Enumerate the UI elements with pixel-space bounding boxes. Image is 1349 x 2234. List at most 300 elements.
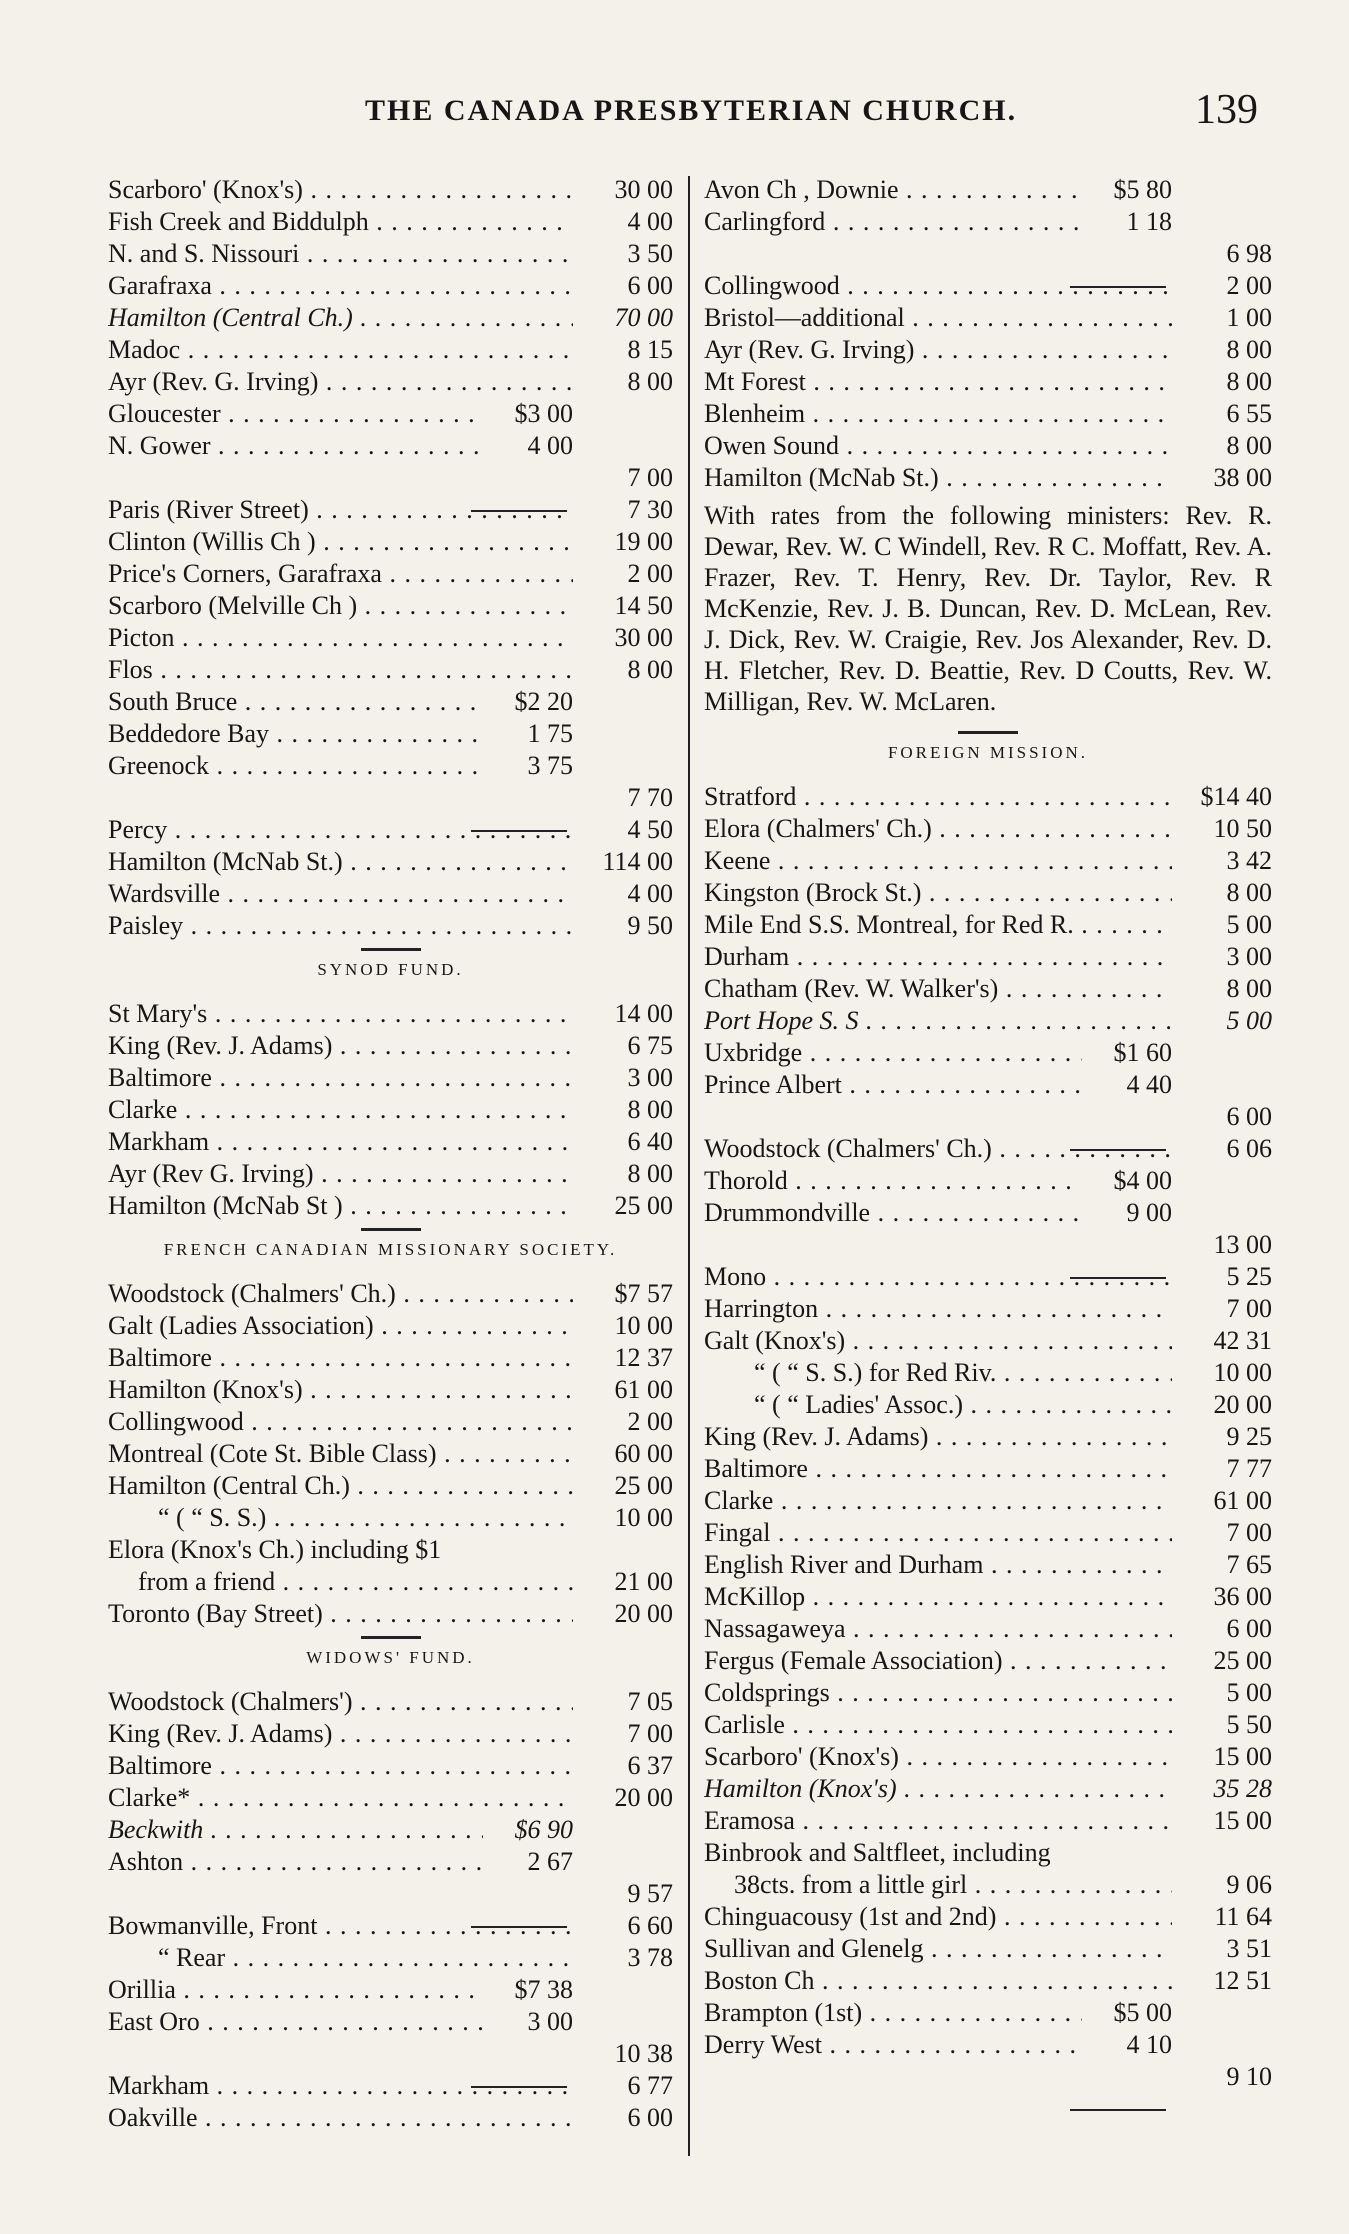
entry-row xyxy=(108,1910,673,1942)
entry-label: Hamilton (Knox's) . . . xyxy=(108,1374,573,1406)
entry-amount: 4 00 xyxy=(627,879,673,908)
subtotal-amount: 6 00 xyxy=(1226,1102,1272,1131)
entry-label: Coldsprings . . . xyxy=(704,1677,1172,1709)
entry-amount: 8 00 xyxy=(627,367,673,396)
entry-amount: 3 00 xyxy=(627,1063,673,1092)
entry-label: Picton . . . xyxy=(108,622,573,654)
widows-fund-list-1 xyxy=(108,1686,673,1878)
section-heading-synod-fund: SYNOD FUND. xyxy=(108,942,673,998)
entry-row xyxy=(704,1133,1272,1165)
entry-label: Collingwood . . . xyxy=(704,270,1172,302)
entry-row xyxy=(108,998,673,1030)
entry-amount: 3 78 xyxy=(627,1943,673,1972)
entry-label: Clinton (Willis Ch ) . . . xyxy=(108,526,573,558)
subtotal-row xyxy=(704,2061,1272,2093)
entry-row xyxy=(108,1814,673,1846)
entry-amount: 2 00 xyxy=(627,1407,673,1436)
entry-label: Ayr (Rev. G. Irving) . . . xyxy=(108,366,573,398)
entry-label: Avon Ch , Downie . . . xyxy=(704,174,1082,206)
entry-label: Scarboro' (Knox's) . . . xyxy=(108,174,573,206)
entry-amount: 4 00 xyxy=(627,207,673,236)
entry-label: Fingal . . . xyxy=(704,1517,1172,1549)
entry-label: Keene . . . xyxy=(704,845,1172,877)
entry-row xyxy=(704,174,1272,206)
entry-amount: 5 25 xyxy=(1226,1262,1272,1291)
entry-label: Beckwith . . . xyxy=(108,1814,483,1846)
entry-amount: 8 00 xyxy=(1226,335,1272,364)
subtotal-amount: 10 38 xyxy=(614,2039,673,2068)
entry-amount-inner: $1 60 xyxy=(1113,1038,1172,1067)
entry-label: Clarke . . . xyxy=(108,1094,573,1126)
entry-label: Scarboro' (Knox's) . . . xyxy=(704,1741,1172,1773)
entry-row xyxy=(108,526,673,558)
entry-amount: 12 37 xyxy=(614,1343,673,1372)
entry-amount: 6 55 xyxy=(1226,399,1272,428)
entry-label: Baltimore . . . xyxy=(108,1750,573,1782)
entry-label: Hamilton (Central Ch.) . . . xyxy=(108,1470,573,1502)
entry-label: Baltimore . . . xyxy=(108,1062,573,1094)
entry-row xyxy=(108,1942,673,1974)
entry-row xyxy=(108,1718,673,1750)
entry-amount: 9 06 xyxy=(1226,1870,1272,1899)
section-heading-french-canadian: FRENCH CANADIAN MISSIONARY SOCIETY. xyxy=(108,1222,673,1278)
entry-amount-inner: 1 75 xyxy=(527,719,573,748)
subtotal-row xyxy=(704,1101,1272,1133)
entry-label: King (Rev. J. Adams) . . . xyxy=(108,1718,573,1750)
entry-row xyxy=(108,2070,673,2102)
entry-row xyxy=(108,1782,673,1814)
entry-label: South Bruce . . . xyxy=(108,686,483,718)
entry-label: East Oro . . . xyxy=(108,2006,483,2038)
entry-amount: 14 50 xyxy=(614,591,673,620)
entry-row xyxy=(704,1773,1272,1805)
entry-row xyxy=(704,1357,1272,1389)
entry-row xyxy=(108,270,673,302)
entry-row xyxy=(108,2102,673,2134)
entry-label: “ ( “ Ladies' Assoc.) . . . xyxy=(704,1389,1172,1421)
entry-label: 38cts. from a little girl . . . xyxy=(704,1869,1172,1901)
left-block-1 xyxy=(108,174,673,462)
section-heading-widows-fund: WIDOWS' FUND. xyxy=(108,1630,673,1686)
entry-label: Elora (Chalmers' Ch.) . . . xyxy=(704,813,1172,845)
entry-amount: 7 00 xyxy=(1226,1294,1272,1323)
entry-row xyxy=(704,1997,1272,2029)
entry-row xyxy=(704,1901,1272,1933)
entry-amount: 4 50 xyxy=(627,815,673,844)
entry-row xyxy=(108,1566,673,1598)
entry-label: Bristol—additional . . . xyxy=(704,302,1172,334)
entry-label: Hamilton (Knox's) . . . xyxy=(704,1773,1172,1805)
entry-amount-inner: $2 20 xyxy=(514,687,573,716)
entry-amount: 6 77 xyxy=(627,2071,673,2100)
entry-row xyxy=(704,1933,1272,1965)
entry-row xyxy=(108,878,673,910)
right-column xyxy=(704,174,1272,2093)
entry-row xyxy=(108,1374,673,1406)
entry-row xyxy=(108,622,673,654)
widows-fund-list-2 xyxy=(108,1910,673,2038)
left-block-3 xyxy=(108,814,673,942)
entry-amount: 8 00 xyxy=(1226,431,1272,460)
entry-row xyxy=(108,366,673,398)
entry-row xyxy=(108,174,673,206)
entry-amount: 70 00 xyxy=(614,303,673,332)
entry-amount-inner: 4 10 xyxy=(1126,2030,1172,2059)
entry-amount: 61 00 xyxy=(1213,1486,1272,1515)
entry-row xyxy=(704,334,1272,366)
entry-amount: 6 00 xyxy=(627,271,673,300)
entry-label: Hamilton (McNab St ) . . . xyxy=(108,1190,573,1222)
entry-amount: 25 00 xyxy=(1213,1646,1272,1675)
entry-amount: 6 60 xyxy=(627,1911,673,1940)
entry-label: Fish Creek and Biddulph . . . xyxy=(108,206,573,238)
subtotal-row xyxy=(108,782,673,814)
entry-row xyxy=(108,2006,673,2038)
entry-label: Scarboro (Melville Ch ) . . . xyxy=(108,590,573,622)
entry-label: Woodstock (Chalmers') . . . xyxy=(108,1686,573,1718)
entry-amount-inner: 9 00 xyxy=(1126,1198,1172,1227)
entry-label: “ Rear . . . xyxy=(108,1942,573,1974)
entry-amount: 6 00 xyxy=(627,2103,673,2132)
right-block-1 xyxy=(704,174,1272,238)
entry-row xyxy=(704,1837,1272,1869)
entry-row xyxy=(108,558,673,590)
entry-row xyxy=(704,941,1272,973)
entry-row xyxy=(108,430,673,462)
entry-label: “ ( “ S. S.) . . . xyxy=(108,1502,573,1534)
entry-row xyxy=(108,1310,673,1342)
entry-amount: 6 75 xyxy=(627,1031,673,1060)
entry-row xyxy=(704,1197,1272,1229)
entry-row xyxy=(704,302,1272,334)
entry-row xyxy=(704,1805,1272,1837)
entry-row xyxy=(108,1598,673,1630)
entry-row xyxy=(108,1502,673,1534)
page-header xyxy=(110,88,1270,138)
entry-label: Clarke* . . . xyxy=(108,1782,573,1814)
entry-amount: 20 00 xyxy=(614,1783,673,1812)
entry-row xyxy=(704,909,1272,941)
entry-label: Port Hope S. S . . . xyxy=(704,1005,1172,1037)
entry-label: Woodstock (Chalmers' Ch.) . . . xyxy=(704,1133,1172,1165)
entry-amount: 8 00 xyxy=(627,655,673,684)
entry-label: Carlingford . . . xyxy=(704,206,1082,238)
entry-label: Ayr (Rev G. Irving) . . . xyxy=(108,1158,573,1190)
entry-label: from a friend . . . xyxy=(108,1566,573,1598)
entry-amount-inner: $3 00 xyxy=(514,399,573,428)
entry-amount: 36 00 xyxy=(1213,1582,1272,1611)
entry-amount: 30 00 xyxy=(614,623,673,652)
entry-amount-inner: 4 40 xyxy=(1126,1070,1172,1099)
entry-amount: 14 00 xyxy=(614,999,673,1028)
entry-amount: 6 00 xyxy=(1226,1614,1272,1643)
entry-row xyxy=(108,1030,673,1062)
entry-label: Beddedore Bay . . . xyxy=(108,718,483,750)
foreign-mission-list-4 xyxy=(704,1901,1272,2061)
entry-label: Elora (Knox's Ch.) including $1 xyxy=(108,1535,442,1564)
entry-row xyxy=(108,1534,673,1566)
entry-amount: 7 00 xyxy=(1226,1518,1272,1547)
entry-label: Price's Corners, Garafraxa . . . xyxy=(108,558,573,590)
entry-amount: 20 00 xyxy=(1213,1390,1272,1419)
entry-row xyxy=(704,2029,1272,2061)
entry-amount: 6 37 xyxy=(627,1751,673,1780)
subtotal-amount: 9 10 xyxy=(1226,2062,1272,2091)
entry-label: Baltimore . . . xyxy=(704,1453,1172,1485)
entry-row xyxy=(704,462,1272,494)
subtotal-amount: 7 70 xyxy=(627,783,673,812)
entry-row xyxy=(704,1549,1272,1581)
entry-amount: 9 50 xyxy=(627,911,673,940)
entry-label: Nassagaweya . . . xyxy=(704,1613,1172,1645)
entry-amount-inner: $7 38 xyxy=(514,1975,573,2004)
entry-row xyxy=(704,1421,1272,1453)
entry-amount-inner: $4 00 xyxy=(1113,1166,1172,1195)
foreign-mission-list-2 xyxy=(704,1133,1272,1229)
entry-row xyxy=(108,398,673,430)
entry-row xyxy=(704,1613,1272,1645)
entry-label: N. and S. Nissouri . . . xyxy=(108,238,573,270)
entry-label: Hamilton (McNab St.) . . . xyxy=(108,846,573,878)
entry-label: Sullivan and Glenelg . . . xyxy=(704,1933,1172,1965)
entry-row xyxy=(704,1389,1272,1421)
entry-amount-inner: $6 90 xyxy=(514,1815,573,1844)
entry-amount: 35 28 xyxy=(1213,1774,1272,1803)
entry-label: Percy . . . xyxy=(108,814,573,846)
entry-amount: 9 25 xyxy=(1226,1422,1272,1451)
entry-label: Galt (Ladies Association) . . . xyxy=(108,1310,573,1342)
entry-label: Uxbridge . . . xyxy=(704,1037,1082,1069)
entry-amount: 10 00 xyxy=(614,1311,673,1340)
entry-row xyxy=(704,1709,1272,1741)
entry-amount: 8 00 xyxy=(1226,974,1272,1003)
entry-row xyxy=(108,1846,673,1878)
entry-label: “ ( “ S. S.) for Red Riv. . . . xyxy=(704,1357,1172,1389)
entry-row xyxy=(704,1517,1272,1549)
entry-row xyxy=(704,398,1272,430)
entry-row xyxy=(108,1406,673,1438)
subtotal-row xyxy=(108,1878,673,1910)
entry-amount: 2 00 xyxy=(627,559,673,588)
entry-label: Toronto (Bay Street) . . . xyxy=(108,1598,573,1630)
entry-amount: 7 65 xyxy=(1226,1550,1272,1579)
entry-label: Gloucester . . . xyxy=(108,398,483,430)
entry-label: Boston Ch . . . xyxy=(704,1965,1172,1997)
entry-label: Baltimore . . . xyxy=(108,1342,573,1374)
entry-row xyxy=(704,1677,1272,1709)
entry-row xyxy=(108,686,673,718)
entry-row xyxy=(108,1062,673,1094)
entry-label: Garafraxa . . . xyxy=(108,270,573,302)
entry-label: Ashton . . . xyxy=(108,1846,483,1878)
foreign-mission-list-3 xyxy=(704,1261,1272,1837)
section-heading-foreign-mission: FOREIGN MISSION. xyxy=(704,725,1272,781)
left-block-2 xyxy=(108,494,673,782)
entry-row xyxy=(704,813,1272,845)
entry-amount: 60 00 xyxy=(614,1439,673,1468)
entry-amount: 61 00 xyxy=(614,1375,673,1404)
entry-amount-inner: $5 00 xyxy=(1113,1998,1172,2027)
entry-label: Clarke . . . xyxy=(704,1485,1172,1517)
entry-label: Bowmanville, Front . . . xyxy=(108,1910,573,1942)
entry-label: Durham . . . xyxy=(704,941,1172,973)
entry-label: Greenock . . . xyxy=(108,750,483,782)
ministers-note: With rates from the following ministers: Rev. R. Dewar, Rev. W. C Windell, Rev. R C. Moffatt, Rev. A. Frazer, Rev. T. Henry, Rev. Dr. Taylor, Rev. R McKenzie, Rev. J. B. Duncan, Rev. D. McLean, Rev. J. Dick, Rev. W. Craigie, Rev. Jos Alexander, Rev. D. H. Fletcher, Rev. D. Beattie, Rev. D Coutts, Rev. W. Milligan, Rev. W. McLaren. xyxy=(704,501,1272,716)
entry-row xyxy=(704,1293,1272,1325)
entry-amount: 8 00 xyxy=(627,1159,673,1188)
entry-row xyxy=(108,814,673,846)
entry-label: Kingston (Brock St.) . . . xyxy=(704,877,1172,909)
entry-row xyxy=(108,1438,673,1470)
entry-row xyxy=(704,1869,1272,1901)
entry-label: McKillop . . . xyxy=(704,1581,1172,1613)
entry-amount: 20 00 xyxy=(614,1599,673,1628)
entry-amount: 12 51 xyxy=(1213,1966,1272,1995)
entry-row xyxy=(704,781,1272,813)
entry-amount-inner: 1 18 xyxy=(1126,207,1172,236)
foreign-mission-list-1 xyxy=(704,781,1272,1101)
entry-label: Madoc . . . xyxy=(108,334,573,366)
entry-amount: 25 00 xyxy=(614,1191,673,1220)
entry-row xyxy=(704,1325,1272,1357)
subtotal-amount: 9 57 xyxy=(627,1879,673,1908)
entry-label: English River and Durham . . . xyxy=(704,1549,1172,1581)
entry-amount: 7 77 xyxy=(1226,1454,1272,1483)
entry-row xyxy=(108,334,673,366)
entry-amount-inner: 2 67 xyxy=(527,1847,573,1876)
entry-amount: 5 00 xyxy=(1226,1678,1272,1707)
entry-label: Hamilton (McNab St.) . . . xyxy=(704,462,1172,494)
running-title: THE CANADA PRESBYTERIAN CHURCH. xyxy=(365,94,1018,127)
entry-row xyxy=(704,1037,1272,1069)
entry-row xyxy=(108,494,673,526)
synod-fund-list xyxy=(108,998,673,1222)
entry-label: Oakville . . . xyxy=(108,2102,573,2134)
entry-amount: 3 00 xyxy=(1226,942,1272,971)
entry-row xyxy=(704,1261,1272,1293)
entry-amount: 8 00 xyxy=(1226,878,1272,907)
widows-fund-list-3 xyxy=(108,2070,673,2134)
entry-row xyxy=(704,1581,1272,1613)
entry-amount: 7 30 xyxy=(627,495,673,524)
entry-row xyxy=(108,910,673,942)
entry-label: Collingwood . . . xyxy=(108,1406,573,1438)
column-divider xyxy=(688,176,690,2156)
right-block-2 xyxy=(704,270,1272,494)
entry-label: Carlisle . . . xyxy=(704,1709,1172,1741)
entry-row xyxy=(108,1158,673,1190)
entry-row xyxy=(108,302,673,334)
entry-label: Galt (Knox's) . . . xyxy=(704,1325,1172,1357)
subtotal-row xyxy=(704,1229,1272,1261)
entry-label: Orillia . . . xyxy=(108,1974,483,2006)
entry-amount: 15 00 xyxy=(1213,1742,1272,1771)
entry-label: Hamilton (Central Ch.) . . . xyxy=(108,302,573,334)
entry-label: Paisley . . . xyxy=(108,910,573,942)
entry-row xyxy=(704,845,1272,877)
entry-amount-inner: 3 75 xyxy=(527,751,573,780)
entry-row xyxy=(704,1453,1272,1485)
entry-amount: 1 00 xyxy=(1226,303,1272,332)
entry-label: Mile End S.S. Montreal, for Red R. . . . xyxy=(704,909,1172,941)
entry-amount: 6 40 xyxy=(627,1127,673,1156)
entry-amount: 25 00 xyxy=(614,1471,673,1500)
entry-amount: 7 05 xyxy=(627,1687,673,1716)
entry-amount: $7 57 xyxy=(614,1279,673,1308)
entry-amount: 30 00 xyxy=(614,175,673,204)
entry-amount: 8 00 xyxy=(1226,367,1272,396)
entry-label: Markham . . . xyxy=(108,1126,573,1158)
entry-row xyxy=(704,1069,1272,1101)
entry-row xyxy=(108,590,673,622)
entry-row xyxy=(704,1485,1272,1517)
entry-amount: 10 00 xyxy=(614,1503,673,1532)
entry-row xyxy=(108,1974,673,2006)
entry-row xyxy=(704,366,1272,398)
entry-label: Montreal (Cote St. Bible Class) . . . xyxy=(108,1438,573,1470)
entry-label: Owen Sound . . . xyxy=(704,430,1172,462)
entry-row xyxy=(108,718,673,750)
entry-row xyxy=(704,430,1272,462)
entry-label: N. Gower . . . xyxy=(108,430,483,462)
entry-label: King (Rev. J. Adams) . . . xyxy=(108,1030,573,1062)
entry-amount: 21 00 xyxy=(614,1567,673,1596)
entry-amount-inner: 3 00 xyxy=(527,2007,573,2036)
entry-label: Wardsville . . . xyxy=(108,878,573,910)
entry-row xyxy=(108,1094,673,1126)
entry-label: Markham . . . xyxy=(108,2070,573,2102)
entry-amount: 5 00 xyxy=(1226,1006,1272,1035)
subtotal-row xyxy=(704,238,1272,270)
entry-label: Paris (River Street) . . . xyxy=(108,494,573,526)
entry-amount: 3 50 xyxy=(627,239,673,268)
entry-amount: 7 00 xyxy=(627,1719,673,1748)
entry-amount: 3 42 xyxy=(1226,846,1272,875)
entry-row xyxy=(704,1965,1272,1997)
entry-amount: 15 00 xyxy=(1213,1806,1272,1835)
entry-label: Harrington . . . xyxy=(704,1293,1172,1325)
entry-label: Drummondville . . . xyxy=(704,1197,1082,1229)
entry-row xyxy=(108,238,673,270)
entry-row xyxy=(108,1750,673,1782)
entry-label: Derry West . . . xyxy=(704,2029,1082,2061)
entry-label: King (Rev. J. Adams) . . . xyxy=(704,1421,1172,1453)
entry-row xyxy=(704,270,1272,302)
entry-amount: 10 00 xyxy=(1213,1358,1272,1387)
entry-row xyxy=(108,1126,673,1158)
entry-amount: 3 51 xyxy=(1226,1934,1272,1963)
subtotal-row xyxy=(108,2038,673,2070)
entry-label: Chatham (Rev. W. Walker's) . . . xyxy=(704,973,1172,1005)
entry-label: Prince Albert . . . xyxy=(704,1069,1082,1101)
entry-row xyxy=(108,1190,673,1222)
entry-row xyxy=(704,877,1272,909)
entry-label: Flos . . . xyxy=(108,654,573,686)
entry-amount: 11 64 xyxy=(1214,1902,1272,1931)
entry-amount-inner: $5 80 xyxy=(1113,175,1172,204)
french-mission-list xyxy=(108,1278,673,1534)
entry-label: Eramosa . . . xyxy=(704,1805,1172,1837)
entry-label: Binbrook and Saltfleet, including xyxy=(704,1838,1051,1867)
entry-label: Chinguacousy (1st and 2nd) . . . xyxy=(704,1901,1172,1933)
entry-amount: 10 50 xyxy=(1213,814,1272,843)
entry-row xyxy=(704,1645,1272,1677)
entry-amount: $14 40 xyxy=(1200,782,1272,811)
entry-row xyxy=(704,973,1272,1005)
entry-label: Blenheim . . . xyxy=(704,398,1172,430)
entry-row xyxy=(704,1005,1272,1037)
entry-amount: 19 00 xyxy=(614,527,673,556)
